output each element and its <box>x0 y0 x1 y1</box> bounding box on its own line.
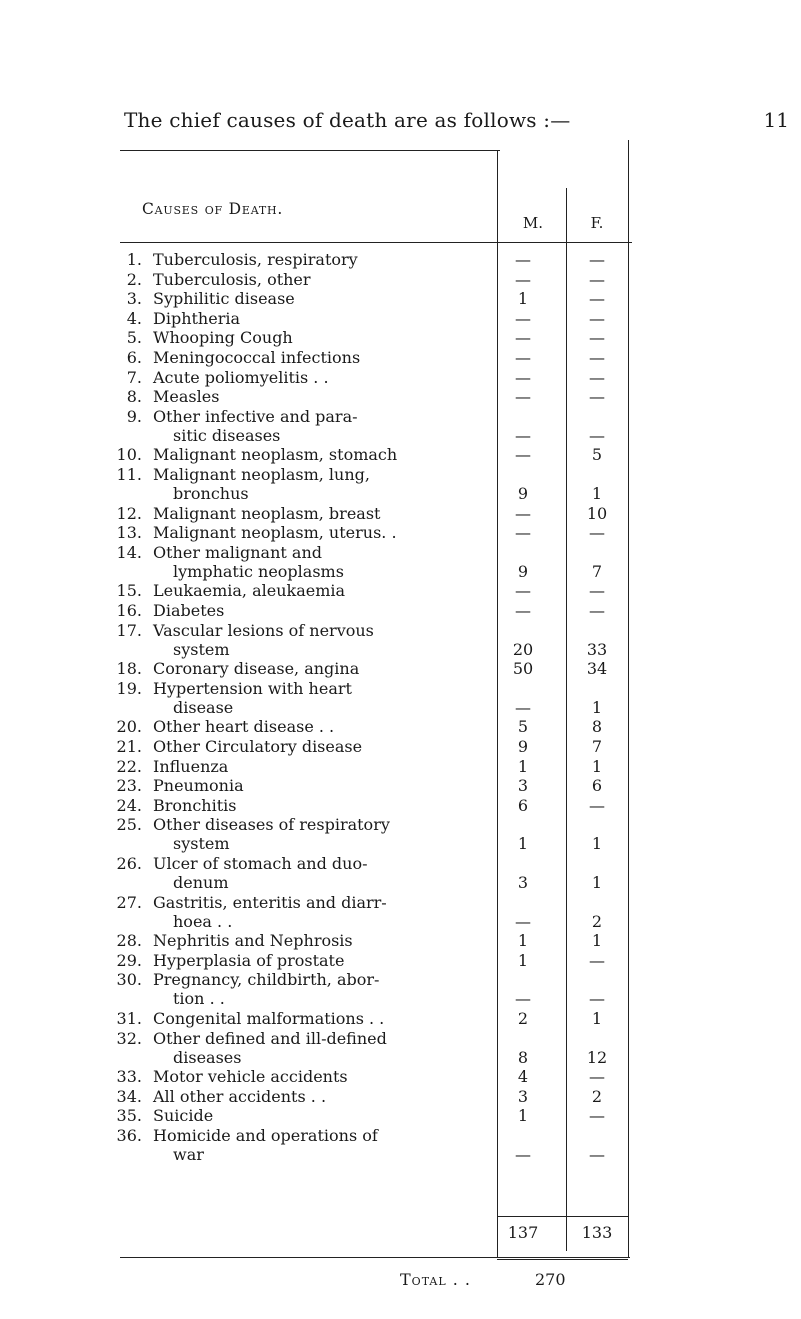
value-m: — <box>515 367 531 387</box>
cause-label <box>153 407 513 445</box>
value-f: — <box>589 950 605 970</box>
row-number: 29. <box>116 950 142 970</box>
value-f: 33 <box>586 639 608 659</box>
column-rule-f <box>566 188 567 1251</box>
cause-label-line: Malignant neoplasm, breast <box>153 503 381 523</box>
cause-label-line: Motor vehicle accidents <box>153 1067 348 1087</box>
cause-label-line: Meningococcal infections <box>153 348 361 367</box>
cause-label <box>153 387 513 406</box>
cause-label-continuation: bronchus <box>173 484 249 503</box>
value-m: — <box>515 250 531 269</box>
cause-label-continuation: war <box>173 1145 204 1164</box>
value-f: 1 <box>591 697 603 717</box>
row-number: 23. <box>116 776 142 796</box>
cause-label <box>153 717 513 736</box>
row-number: 12. <box>116 503 142 523</box>
cause-label <box>153 621 513 659</box>
cause-label-line: Malignant neoplasm, uterus. . <box>153 523 397 543</box>
cause-label-line: Diabetes <box>153 601 225 620</box>
row-number: 27. <box>116 892 142 912</box>
cause-label-line: Measles <box>153 387 220 407</box>
value-m: — <box>515 425 531 445</box>
value-f: — <box>589 425 605 445</box>
top-rule-left <box>120 150 500 151</box>
row-number: 16. <box>116 601 142 620</box>
cause-label-line: Malignant neoplasm, lung, <box>153 465 370 484</box>
value-f: 1 <box>591 756 603 776</box>
value-f: 7 <box>591 561 603 581</box>
cause-label <box>153 757 513 776</box>
row-number: 34. <box>116 1086 142 1106</box>
cause-label-continuation: system <box>173 834 230 854</box>
cause-label <box>153 659 513 678</box>
cause-label-line: Other defined and ill-defined <box>153 1028 387 1048</box>
total-m: 137 <box>507 1223 539 1242</box>
row-number: 9. <box>126 406 142 426</box>
value-m: — <box>515 503 531 523</box>
cause-label <box>153 368 513 387</box>
cause-label <box>153 581 513 600</box>
cause-label <box>153 893 513 931</box>
cause-label-line: Suicide <box>153 1106 214 1126</box>
value-m: 3 <box>517 873 529 892</box>
value-m: 3 <box>517 776 529 796</box>
cause-label <box>153 601 513 620</box>
value-m: 9 <box>517 737 529 756</box>
value-f: — <box>589 1067 605 1087</box>
cause-label-continuation: diseases <box>173 1047 242 1067</box>
row-number: 31. <box>116 1009 142 1028</box>
row-number: 6. <box>126 348 142 367</box>
header-rule <box>120 242 632 243</box>
cause-label <box>153 1009 513 1028</box>
row-number: 10. <box>116 445 142 465</box>
cause-label-continuation: sitic diseases <box>173 425 281 445</box>
row-number: 18. <box>116 659 142 679</box>
cause-label <box>153 523 513 542</box>
value-f: 1 <box>591 1009 603 1028</box>
row-number: 11. <box>116 465 142 484</box>
total-f: 133 <box>581 1223 613 1242</box>
cause-label-line: Other Circulatory disease <box>153 737 363 756</box>
value-f: — <box>589 989 605 1009</box>
row-number: 26. <box>116 854 142 873</box>
value-m: 20 <box>512 639 534 659</box>
value-f: — <box>589 367 605 387</box>
row-number: 4. <box>126 308 142 328</box>
value-f: — <box>589 601 605 620</box>
grand-total-value: 270 <box>535 1270 566 1289</box>
value-m: 1 <box>517 1106 529 1126</box>
row-number: 15. <box>116 581 142 601</box>
cause-label-continuation: disease <box>173 697 234 717</box>
cause-label <box>153 543 513 581</box>
cause-label-line: Whooping Cough <box>153 328 293 348</box>
value-m: 9 <box>517 484 529 503</box>
value-f: — <box>589 387 605 407</box>
cause-label-line: Congenital malformations . . <box>153 1009 385 1028</box>
row-number: 24. <box>116 795 142 815</box>
cause-label-line: Tuberculosis, respiratory <box>153 250 358 269</box>
cause-label-continuation: lymphatic neoplasms <box>173 561 344 581</box>
value-f: — <box>589 269 605 289</box>
value-f: — <box>589 250 605 269</box>
cause-label <box>153 270 513 289</box>
column-rule-right <box>628 140 629 1258</box>
cause-label-line: Other malignant and <box>153 542 322 562</box>
value-f: 6 <box>591 776 603 796</box>
cause-label <box>153 445 513 464</box>
row-number: 13. <box>116 523 142 543</box>
value-m: — <box>515 911 531 931</box>
cause-label <box>153 1106 513 1125</box>
cause-label-line: Other heart disease . . <box>153 717 335 737</box>
value-m: — <box>515 601 531 620</box>
value-f: — <box>589 523 605 543</box>
row-number: 2. <box>126 269 142 289</box>
value-f: — <box>589 328 605 348</box>
cause-label-continuation: hoea . . <box>173 911 233 931</box>
value-m: 3 <box>517 1086 529 1106</box>
value-m: 1 <box>517 931 529 951</box>
row-number: 19. <box>116 678 142 698</box>
cause-label-line: Leukaemia, aleukaemia <box>153 581 346 601</box>
cause-label <box>153 854 513 892</box>
value-f: 12 <box>586 1047 608 1067</box>
cause-label <box>153 250 513 269</box>
cause-label <box>153 1087 513 1106</box>
row-number: 21. <box>116 737 142 756</box>
value-m: 1 <box>517 950 529 970</box>
value-f: — <box>589 1106 605 1126</box>
value-m: 50 <box>512 659 534 679</box>
cause-label-line: Bronchitis <box>153 795 237 815</box>
cause-label-line: Nephritis and Nephrosis <box>153 931 353 951</box>
value-m: — <box>515 445 531 465</box>
value-m: 1 <box>517 834 529 854</box>
row-number: 22. <box>116 756 142 776</box>
value-f: 10 <box>586 503 608 523</box>
cause-label-continuation: system <box>173 639 230 659</box>
cause-label <box>153 737 513 756</box>
row-number: 20. <box>116 717 142 737</box>
value-f: 1 <box>591 873 603 892</box>
bottom-rule <box>120 1257 630 1258</box>
value-m: — <box>515 387 531 407</box>
value-f: 2 <box>591 911 603 931</box>
cause-label-line: Other diseases of respiratory <box>153 815 390 835</box>
cause-label <box>153 504 513 523</box>
row-number: 1. <box>126 250 142 269</box>
row-number: 8. <box>126 387 142 407</box>
cause-label <box>153 1126 513 1164</box>
total-rule <box>497 1259 628 1260</box>
cause-label-line: Gastritis, enteritis and diarr- <box>153 892 387 912</box>
value-f: — <box>589 289 605 309</box>
value-m: 6 <box>517 795 529 815</box>
cause-label-line: Malignant neoplasm, stomach <box>153 445 398 465</box>
cause-label <box>153 776 513 795</box>
value-m: — <box>515 989 531 1009</box>
value-m: 8 <box>517 1047 529 1067</box>
cause-label-line: Hyperplasia of prostate <box>153 950 345 970</box>
row-number: 35. <box>116 1106 142 1126</box>
cause-label-line: Pneumonia <box>153 776 244 796</box>
page-number: 11 <box>763 108 789 132</box>
value-m: — <box>515 308 531 328</box>
column-header-f: F. <box>590 214 604 232</box>
value-f: 5 <box>591 445 603 465</box>
cause-label-line: Hypertension with heart <box>153 678 352 698</box>
value-f: — <box>589 308 605 328</box>
cause-label <box>153 970 513 1008</box>
cause-label-line: Pregnancy, childbirth, abor- <box>153 970 380 990</box>
cause-label <box>153 328 513 347</box>
cause-label <box>153 815 513 853</box>
value-f: 34 <box>586 659 608 679</box>
cause-label-line: Diphtheria <box>153 308 240 328</box>
cause-label-line: Tuberculosis, other <box>153 269 311 289</box>
column-header-causes: Causes of Death. <box>142 200 284 218</box>
value-m: 4 <box>517 1067 529 1087</box>
cause-label-line: All other accidents . . <box>153 1086 327 1106</box>
grand-total-label: Total . . <box>400 1270 472 1289</box>
row-number: 5. <box>126 328 142 348</box>
row-number: 25. <box>116 815 142 835</box>
intro-text: The chief causes of death are as follows :— <box>124 108 571 132</box>
value-m: 1 <box>517 289 529 309</box>
row-number: 14. <box>116 542 142 562</box>
value-f: — <box>589 348 605 367</box>
causes-of-death-table <box>116 150 630 1289</box>
cause-label <box>153 796 513 815</box>
value-m: — <box>515 269 531 289</box>
cause-label-line: Influenza <box>153 756 229 776</box>
value-m: 9 <box>517 561 529 581</box>
value-f: — <box>589 795 605 815</box>
cause-label <box>153 289 513 308</box>
column-header-m: M. <box>522 214 544 232</box>
row-number: 36. <box>116 1126 142 1145</box>
value-f: 2 <box>591 1086 603 1106</box>
value-f: — <box>589 581 605 601</box>
cause-label <box>153 679 513 717</box>
value-m: — <box>515 697 531 717</box>
cause-label-line: Acute poliomyelitis . . <box>153 367 329 387</box>
value-f: 7 <box>591 737 603 756</box>
value-f: 1 <box>591 484 603 503</box>
cause-label <box>153 348 513 367</box>
value-f: — <box>589 1145 605 1164</box>
cause-label-line: Syphilitic disease <box>153 289 295 309</box>
cause-label-line: Vascular lesions of nervous <box>153 620 374 640</box>
row-number: 32. <box>116 1028 142 1048</box>
cause-label-continuation: tion . . <box>173 989 225 1009</box>
row-number: 3. <box>126 289 142 309</box>
value-f: 1 <box>591 834 603 854</box>
value-f: 8 <box>591 717 603 737</box>
cause-label-line: Ulcer of stomach and duo- <box>153 854 368 873</box>
cause-label-line: Homicide and operations of <box>153 1126 378 1145</box>
value-m: 5 <box>517 717 529 737</box>
value-m: — <box>515 1145 531 1164</box>
cause-label-line: Other infective and para- <box>153 406 358 426</box>
value-m: — <box>515 523 531 543</box>
value-f: 1 <box>591 931 603 951</box>
cause-label <box>153 309 513 328</box>
row-number: 17. <box>116 620 142 640</box>
value-m: — <box>515 581 531 601</box>
value-m: 1 <box>517 756 529 776</box>
cause-label-continuation: denum <box>173 873 229 892</box>
value-m: — <box>515 328 531 348</box>
cause-label <box>153 1029 513 1067</box>
cause-label <box>153 1067 513 1086</box>
cause-label <box>153 465 513 503</box>
cause-label-line: Coronary disease, angina <box>153 659 360 679</box>
cause-label <box>153 951 513 970</box>
cause-label <box>153 931 513 950</box>
row-number: 30. <box>116 970 142 990</box>
value-m: — <box>515 348 531 367</box>
row-number: 28. <box>116 931 142 951</box>
row-number: 7. <box>126 367 142 387</box>
value-m: 2 <box>517 1009 529 1028</box>
subtotal-rule <box>497 1216 628 1217</box>
row-number: 33. <box>116 1067 142 1087</box>
